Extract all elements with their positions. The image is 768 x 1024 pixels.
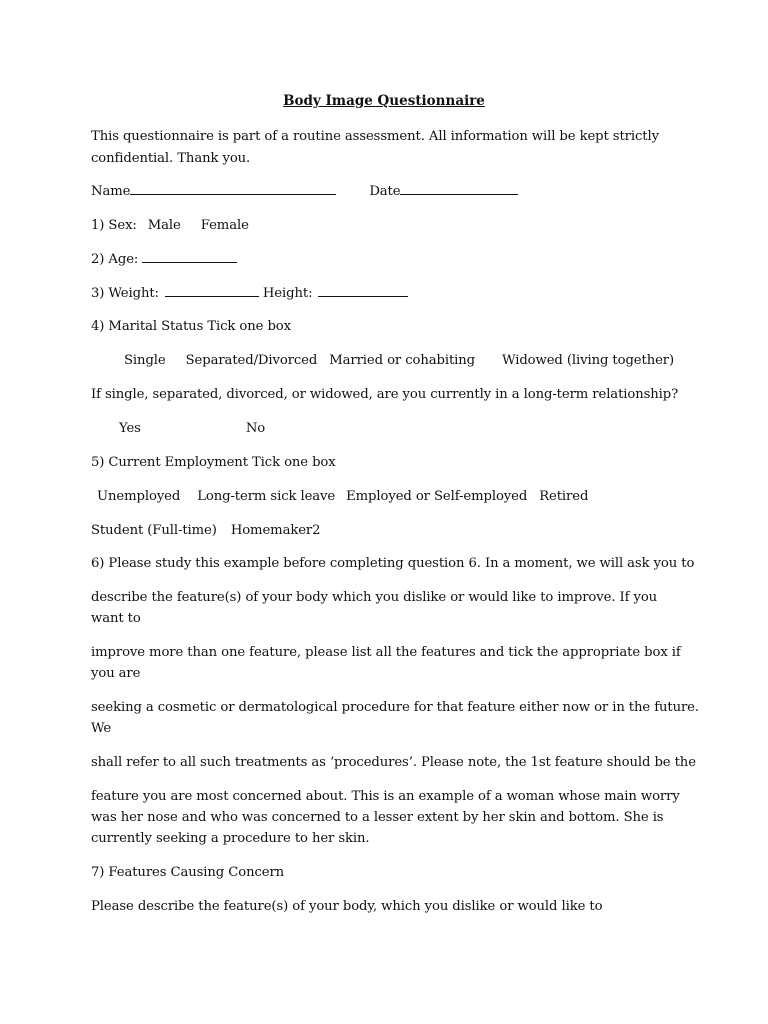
q4-options-row: [124, 350, 674, 371]
q4-label: 4) Marital Status Tick one box: [91, 319, 291, 334]
page-title: Body Image Questionnaire: [283, 93, 485, 109]
q6-line-6: seeking a cosmetic or dermatological procedure for that feature either now or in the future.: [91, 700, 699, 715]
q1-option-female[interactable]: Female: [200, 218, 249, 233]
q6-line-5: you are: [91, 666, 141, 681]
q2-row: [91, 249, 237, 270]
q4-option-married[interactable]: Married or cohabiting: [329, 353, 475, 368]
q4-option-widowed[interactable]: Widowed (living together): [502, 353, 675, 368]
q6-line-3: want to: [91, 611, 141, 626]
q6-line-7: We: [91, 721, 112, 736]
q5-label: 5) Current Employment Tick one box: [91, 455, 336, 470]
name-field[interactable]: [130, 181, 336, 195]
q6-line-11: currently seeking a procedure to her skin.: [91, 831, 370, 846]
q1-label: 1) Sex:: [91, 218, 137, 233]
q3-weight-label: 3) Weight:: [91, 286, 159, 301]
age-field[interactable]: [142, 249, 237, 263]
q5-option-homemaker[interactable]: Homemaker2: [230, 523, 321, 538]
height-field[interactable]: [318, 283, 408, 297]
q6-line-8: shall refer to all such treatments as ‘procedures’. Please note, the 1st feature should be the: [91, 755, 696, 770]
q5-option-employed[interactable]: Employed or Self-employed: [346, 489, 528, 504]
intro-line-2: confidential. Thank you.: [91, 151, 251, 166]
q1-option-male[interactable]: Male: [147, 218, 181, 233]
q5-option-retired[interactable]: Retired: [539, 489, 589, 504]
q4-followup: If single, separated, divorced, or widowed, are you currently in a long-term relationship?: [91, 387, 679, 402]
q1-row: [91, 215, 249, 236]
q3-height-label: Height:: [262, 286, 313, 301]
q4-option-separated[interactable]: Separated/Divorced: [185, 353, 318, 368]
name-label: Name: [91, 184, 131, 199]
q5-option-unemployed[interactable]: Unemployed: [97, 489, 181, 504]
intro-line-1: This questionnaire is part of a routine assessment. All information will be kept strictly: [91, 129, 659, 144]
q6-line-2: describe the feature(s) of your body which you dislike or would like to improve. If you: [91, 590, 658, 605]
q5-option-sick-leave[interactable]: Long-term sick leave: [197, 489, 336, 504]
date-label: Date: [369, 184, 401, 199]
q7-label: 7) Features Causing Concern: [91, 865, 285, 880]
q4-followup-yes[interactable]: Yes: [119, 421, 141, 436]
q5-options-row-1: [97, 486, 588, 507]
q4-followup-no[interactable]: No: [245, 421, 266, 436]
q4-followup-options: [119, 418, 265, 439]
q6-line-4: improve more than one feature, please list all the features and tick the appropriate box if: [91, 645, 681, 660]
weight-field[interactable]: [165, 283, 259, 297]
name-date-row: [91, 181, 518, 202]
q2-label: 2) Age:: [91, 252, 139, 267]
q3-row: [91, 283, 408, 304]
q6-line-9: feature you are most concerned about. This is an example of a woman whose main worry: [91, 789, 680, 804]
q7-prompt: Please describe the feature(s) of your body, which you dislike or would like to: [91, 899, 603, 914]
q4-option-single[interactable]: Single: [124, 353, 166, 368]
q5-options-row-2: [91, 520, 320, 541]
q5-option-student[interactable]: Student (Full-time): [91, 523, 217, 538]
date-field[interactable]: [400, 181, 518, 195]
q6-line-10: was her nose and who was concerned to a lesser extent by her skin and bottom. She is: [91, 810, 664, 825]
q6-line-1: 6) Please study this example before completing question 6. In a moment, we will ask you to: [91, 556, 695, 571]
